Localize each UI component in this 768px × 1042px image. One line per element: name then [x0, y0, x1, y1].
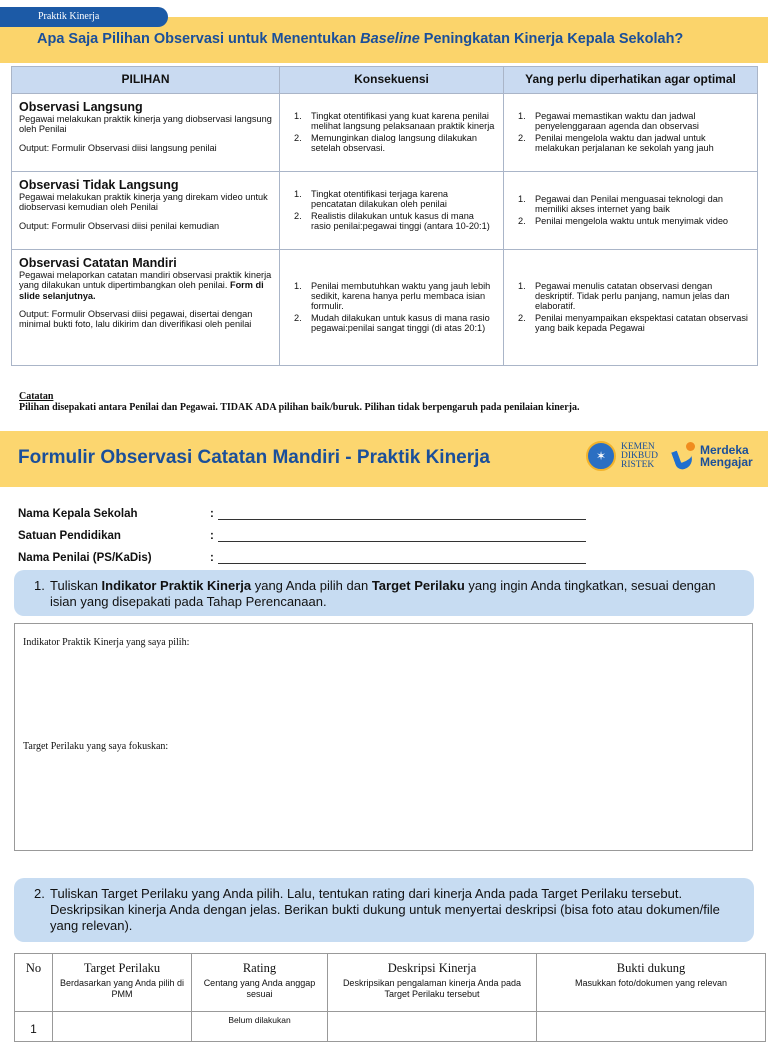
option-title: Observasi Langsung — [19, 100, 143, 114]
options-heading: Apa Saja Pilihan Observasi untuk Menentukan Baseline Peningkatan Kinerja Kepala Sekolah? — [0, 17, 768, 63]
perhatian-cell — [504, 94, 758, 172]
form-title: Formulir Observasi Catatan Mandiri - Praktik Kinerja — [18, 447, 490, 468]
option-row — [12, 172, 758, 250]
option-desc: Pegawai melaporkan catatan mandiri observasi praktik kinerja yang dilakukan untuk dipertimbangkan oleh penilai. Form di slide selanjutnya. — [19, 270, 272, 301]
konsekuensi-item: 2. Memunginkan dialog langsung dilakukan setelah observasi. — [294, 132, 477, 153]
tut-wuri-icon: ✶ — [586, 441, 616, 471]
konsekuensi-item: 2. Realistis dilakukan untuk kasus di mana rasio penilai:pegawai tinggi (antara 10-20:1) — [294, 210, 490, 231]
table-row — [15, 1012, 766, 1042]
col-target-perilaku: Target Perilaku Berdasarkan yang Anda pilih di PMM — [53, 954, 192, 1012]
field-nama-kepala-sekolah[interactable] — [218, 508, 586, 520]
note — [19, 391, 580, 413]
question-2: 2. Tuliskan Target Perilaku yang Anda pilih. Lalu, tentukan rating dari kinerja Anda pada Target Perilaku tersebut. Deskripsikan kinerja Anda dengan jelas. Berikan bukti dukung untuk menyertai deskripsi (bisa foto atau dokumen/file yang relevan). — [14, 878, 754, 942]
field-nama-penilai[interactable] — [218, 552, 586, 564]
field-label: Satuan Pendidikan — [18, 530, 121, 542]
perhatian-item: 2. Penilai menyampaikan ekspektasi catatan observasi yang baik kepada Pegawai — [518, 312, 748, 333]
options-table — [11, 66, 758, 366]
header-konsekuensi: Konsekuensi — [280, 67, 504, 94]
perhatian-item: 2. Penilai mengelola waktu dan jadwal untuk melakukan perjalanan ke sekolah yang jauh — [518, 132, 714, 153]
form-banner — [0, 431, 768, 487]
option-cell — [12, 94, 280, 172]
cell-deskripsi[interactable] — [328, 1012, 537, 1042]
col-no: No — [15, 954, 53, 1012]
option-output: Output: Formulir Observasi diisi penilai kemudian — [19, 220, 220, 231]
target-perilaku-table — [14, 953, 766, 1042]
question-1: 1. Tuliskan Indikator Praktik Kinerja yang Anda pilih dan Target Perilaku yang ingin Anda tingkatkan, sesuai dengan isian yang disepakati pada Tahap Perencanaan. — [14, 570, 754, 616]
col-rating: Rating Centang yang Anda anggap sesuai — [192, 954, 328, 1012]
option-desc: Pegawai melakukan praktik kinerja yang diobservasi langsung oleh Penilai — [19, 114, 272, 135]
perhatian-item: 1. Pegawai menulis catatan observasi dengan deskriptif. Tidak perlu panjang, namun jelas dan elaboratif. — [518, 280, 730, 312]
konsekuensi-item: 1. Penilai membutuhkan waktu yang jauh lebih sedikit, karena hanya perlu membaca isian formulir. — [294, 280, 491, 312]
merdeka-icon — [672, 441, 696, 471]
identity-fields: Nama Kepala Sekolah : Satuan Pendidikan : Nama Penilai (PS/KaDis) : — [18, 503, 586, 569]
option-cell — [12, 250, 280, 366]
perhatian-item: 2. Penilai mengelola waktu untuk menyimak video — [518, 215, 729, 226]
field-label: Nama Kepala Sekolah — [18, 508, 138, 520]
field-satuan-pendidikan[interactable] — [218, 530, 586, 542]
option-row — [12, 250, 758, 366]
answer-box-1[interactable] — [14, 623, 753, 851]
konsekuensi-item: 1. Tingkat otentifikasi terjaga karena pencatatan dilakukan oleh penilai — [294, 188, 449, 210]
box-label-indikator: Indikator Praktik Kinerja yang saya pilih: — [23, 637, 190, 648]
perhatian-item: 1. Pegawai memastikan waktu dan jadwal penyelenggaraan agenda dan observasi — [518, 110, 699, 132]
konsekuensi-item: 2. Mudah dilakukan untuk kasus di mana rasio pegawai:penilai sangat tinggi (di atas 20:1) — [294, 312, 490, 333]
option-title: Observasi Tidak Langsung — [19, 178, 179, 192]
option-output: Output: Formulir Observasi diisi pegawai, disertai dengan minimal bukti foto, lalu dikirim dan diverifikasi oleh penilai — [19, 308, 253, 330]
perhatian-cell — [504, 250, 758, 366]
option-row — [12, 94, 758, 172]
konsekuensi-cell — [280, 250, 504, 366]
option-title: Observasi Catatan Mandiri — [19, 256, 177, 270]
box-label-target: Target Perilaku yang saya fokuskan: — [23, 741, 169, 752]
field-label: Nama Penilai (PS/KaDis) — [18, 552, 152, 564]
cell-bukti[interactable] — [537, 1012, 766, 1042]
konsekuensi-cell — [280, 172, 504, 250]
konsekuensi-item: 1. Tingkat otentifikasi yang kuat karena penilai melihat langsung pelaksanaan praktik kinerja — [294, 110, 495, 132]
perhatian-item: 1. Pegawai dan Penilai menguasai teknologi dan memiliki akses internet yang baik — [518, 194, 723, 215]
cell-target[interactable] — [53, 1012, 192, 1042]
option-cell — [12, 172, 280, 250]
note-title: Catatan — [19, 391, 54, 402]
option-output: Output: Formulir Observasi diisi langsung penilai — [19, 142, 217, 153]
col-bukti: Bukti dukung Masukkan foto/dokumen yang relevan — [537, 954, 766, 1012]
cell-rating[interactable]: Belum dilakukan — [192, 1012, 328, 1042]
row-no: 1 — [15, 1012, 53, 1042]
section-tag: Praktik Kinerja — [0, 7, 168, 27]
kemendikbud-logo: ✶ KEMEN DIKBUD RISTEK — [586, 441, 658, 471]
header-pilihan: PILIHAN — [12, 67, 280, 94]
option-desc: Pegawai melakukan praktik kinerja yang direkam video untuk diobservasi kemudian oleh Penilai — [19, 192, 268, 213]
header-perhatian: Yang perlu diperhatikan agar optimal — [504, 67, 758, 94]
col-deskripsi: Deskripsi Kinerja Deskripsikan pengalaman kinerja Anda pada Target Perilaku tersebut — [328, 954, 537, 1012]
perhatian-cell — [504, 172, 758, 250]
merdeka-mengajar-logo: Merdeka Mengajar — [672, 441, 753, 471]
note-text: Pilihan disepakati antara Penilai dan Pegawai. TIDAK ADA pilihan baik/buruk. Pilihan tidak berpengaruh pada penilaian kinerja. — [19, 402, 580, 413]
konsekuensi-cell — [280, 94, 504, 172]
